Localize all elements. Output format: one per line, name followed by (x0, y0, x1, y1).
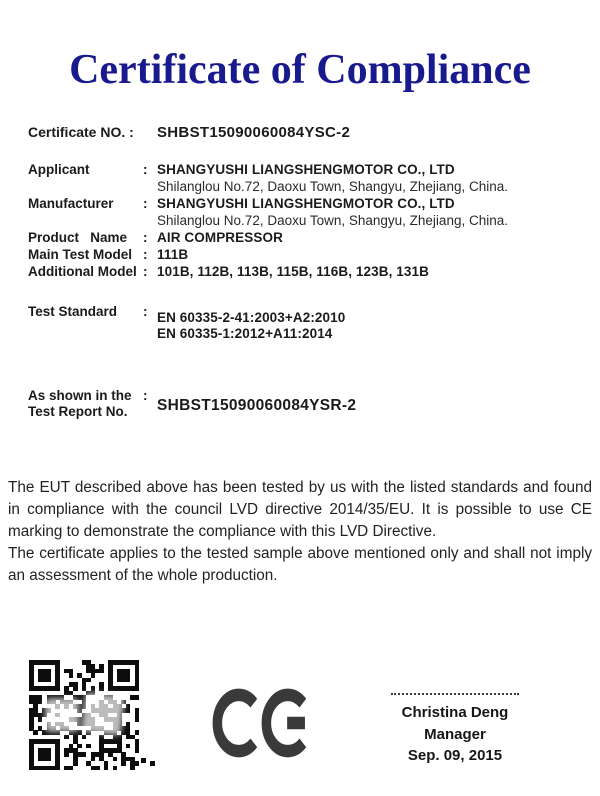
manufacturer-label: Manufacturer (28, 196, 114, 211)
certificate-number-row (28, 124, 350, 141)
test-report-block (28, 388, 592, 419)
certificate-number-value: SHBST15090060084YSC-2 (157, 124, 351, 141)
signature-line (391, 688, 519, 695)
test-report-label-line-2: Test Report No. (28, 403, 128, 419)
ce-mark-icon (212, 684, 310, 762)
field-row-manufacturer (28, 195, 592, 212)
field-colon: : (143, 264, 148, 279)
statement-paragraph-2: The certificate applies to the tested sample above mentioned only and shall not imply an assessment of the whole production. (8, 545, 592, 584)
test-standard-block (28, 304, 592, 341)
signature-block (389, 688, 521, 767)
qr-code (29, 660, 139, 768)
compliance-statement (8, 477, 592, 587)
manufacturer-value: SHANGYUSHI LIANGSHENGMOTOR CO., LTD (157, 196, 455, 211)
page-title: Certificate of Compliance (69, 47, 531, 93)
certificate-number-label: Certificate NO. : (28, 124, 134, 140)
manufacturer-address: Shilanglou No.72, Daoxu Town, Shangyu, Zhejiang, China. (157, 213, 508, 228)
qr-trailing-dot (150, 761, 155, 766)
test-standard-values (157, 310, 592, 341)
field-row-product-name (28, 229, 592, 246)
qr-trailing-dot (141, 758, 146, 763)
additional-model-value: 101B, 112B, 113B, 115B, 116B, 123B, 131B (157, 264, 429, 279)
field-row-applicant (28, 161, 592, 178)
applicant-address: Shilanglou No.72, Daoxu Town, Shangyu, Zhejiang, China. (157, 179, 508, 194)
test-standard-line-1: EN 60335-2-41:2003+A2:2010 (157, 310, 346, 325)
product-name-label: Product Name (28, 230, 128, 245)
field-row-manufacturer-address (28, 212, 592, 229)
field-row-applicant-address (28, 178, 592, 195)
field-colon: : (143, 196, 148, 211)
test-standard-line-2: EN 60335-1:2012+A11:2014 (157, 325, 333, 341)
product-name-value: AIR COMPRESSOR (157, 230, 283, 245)
signatory-role: Manager (424, 725, 486, 743)
statement-paragraph-1: The EUT described above has been tested by us with the listed standards and found in compliance with the council LVD directive 2014/35/EU. It is possible to use CE marking to demonstrate the compliance with this LVD Directive. (8, 479, 592, 540)
applicant-label: Applicant (28, 162, 90, 177)
certificate-fields (28, 161, 592, 280)
field-colon: : (143, 162, 148, 177)
signatory-name: Christina Deng (401, 704, 509, 721)
test-report-value: SHBST15090060084YSR-2 (157, 397, 357, 414)
additional-model-label: Additional Model (28, 264, 137, 279)
main-test-model-value: 111B (157, 247, 189, 262)
applicant-value: SHANGYUSHI LIANGSHENGMOTOR CO., LTD (157, 162, 455, 177)
test-report-label-line-1: As shown in the (28, 388, 132, 403)
main-test-model-label: Main Test Model (28, 247, 133, 262)
field-colon: : (143, 304, 148, 319)
signature-date: Sep. 09, 2015 (407, 747, 503, 764)
test-report-label (28, 388, 143, 419)
field-colon: : (143, 388, 148, 403)
test-standard-label: Test Standard (28, 304, 118, 319)
field-colon: : (143, 247, 148, 262)
field-row-main-test-model (28, 246, 592, 263)
field-row-additional-model (28, 263, 592, 280)
field-colon: : (143, 230, 148, 245)
